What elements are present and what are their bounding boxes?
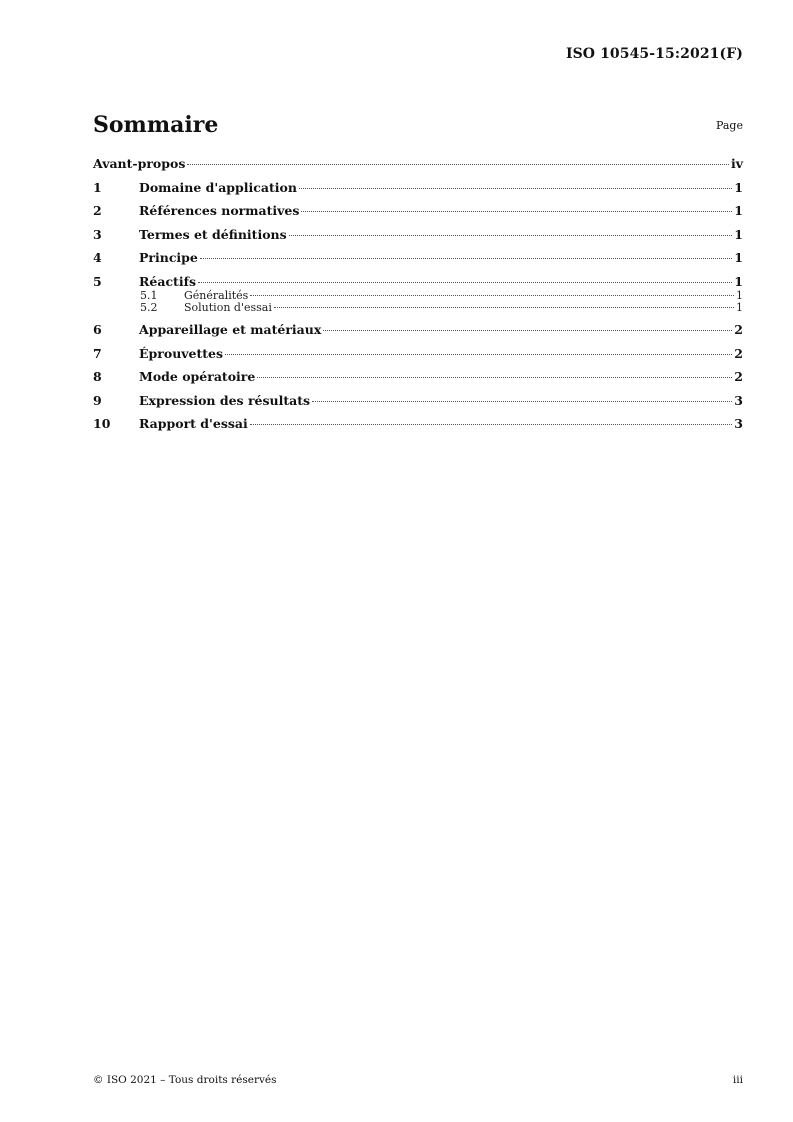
toc-entry-page: 3: [734, 416, 743, 431]
toc-entry-label: Domaine d'application: [139, 179, 297, 195]
page-column-label: Page: [715, 119, 743, 132]
toc-entry-label: Références normatives: [139, 203, 300, 218]
toc-entry[interactable]: [93, 346, 743, 362]
toc-entry[interactable]: [93, 369, 743, 385]
toc-entry-label: Rapport d'essai: [139, 416, 248, 431]
toc-entry-label: Réactifs: [139, 273, 196, 289]
toc-entry[interactable]: [93, 250, 743, 266]
toc-entry[interactable]: [93, 156, 743, 172]
toc-entry-label: Expression des résultats: [139, 392, 311, 408]
dot-leader: [250, 295, 734, 296]
toc-entry-page: 1: [736, 301, 743, 314]
toc-entry-label: Avant-propos: [93, 156, 186, 171]
document-id: ISO 10545-15:2021(F): [565, 46, 743, 62]
footer-copyright: © ISO 2021 – Tous droits réservés: [93, 1074, 277, 1086]
page-title: Sommaire: [93, 112, 219, 138]
toc-entry[interactable]: [93, 416, 743, 432]
toc-entry-number: 10: [93, 416, 111, 431]
toc-entry[interactable]: [93, 227, 743, 243]
dot-leader: [301, 211, 732, 212]
dot-leader: [257, 377, 732, 378]
toc-entry[interactable]: [93, 393, 743, 409]
toc-entry-label: Généralités: [184, 288, 249, 302]
toc-entry-page: iv: [730, 156, 743, 171]
dot-leader: [198, 282, 732, 283]
toc-entry-label: Mode opératoire: [139, 369, 256, 384]
toc-entry-page: 2: [734, 322, 743, 337]
toc-entry-label: Solution d'essai: [184, 301, 272, 314]
toc-entry-number: 6: [93, 322, 102, 337]
dot-leader: [323, 330, 732, 331]
toc-entry-number: 2: [93, 203, 102, 218]
toc-entry-page: 1: [734, 273, 743, 289]
toc-entry-label: Termes et définitions: [139, 226, 287, 242]
footer-page-number: iii: [732, 1074, 743, 1086]
toc-entry[interactable]: [93, 180, 743, 196]
toc-entry-number: 1: [93, 179, 102, 195]
toc-entry-number: 5.2: [140, 301, 158, 314]
toc-entry[interactable]: [93, 322, 743, 338]
dot-leader: [289, 235, 733, 236]
toc-entry-page: 2: [734, 345, 743, 361]
dot-leader: [312, 401, 732, 402]
dot-leader: [299, 188, 732, 189]
toc-entry-number: 3: [93, 226, 102, 242]
toc-entry-page: 1: [736, 288, 743, 302]
toc-entry-page: 3: [734, 392, 743, 408]
toc-entry-page: 1: [734, 179, 743, 195]
toc-entry-number: 9: [93, 392, 102, 408]
toc-subentry[interactable]: [93, 302, 743, 315]
table-of-contents: [93, 156, 743, 432]
toc-entry-page: 1: [734, 203, 743, 218]
dot-leader: [200, 258, 732, 259]
toc-entry-label: Éprouvettes: [139, 345, 224, 361]
toc-entry-page: 1: [734, 250, 743, 265]
toc-entry-page: 1: [734, 226, 743, 242]
toc-entry[interactable]: [93, 274, 743, 290]
toc-entry-label: Principe: [139, 250, 198, 265]
dot-leader: [225, 354, 732, 355]
dot-leader: [250, 424, 733, 425]
toc-entry-label: Appareillage et matériaux: [139, 322, 322, 337]
toc-entry[interactable]: [93, 203, 743, 219]
dot-leader: [274, 307, 734, 308]
toc-entry-number: 7: [93, 345, 102, 361]
toc-entry-number: 5.1: [140, 288, 158, 302]
toc-entry-page: 2: [734, 369, 743, 384]
toc-entry-number: 8: [93, 369, 102, 384]
dot-leader: [187, 164, 729, 165]
toc-entry-number: 4: [93, 250, 102, 265]
toc-entry-number: 5: [93, 273, 102, 289]
